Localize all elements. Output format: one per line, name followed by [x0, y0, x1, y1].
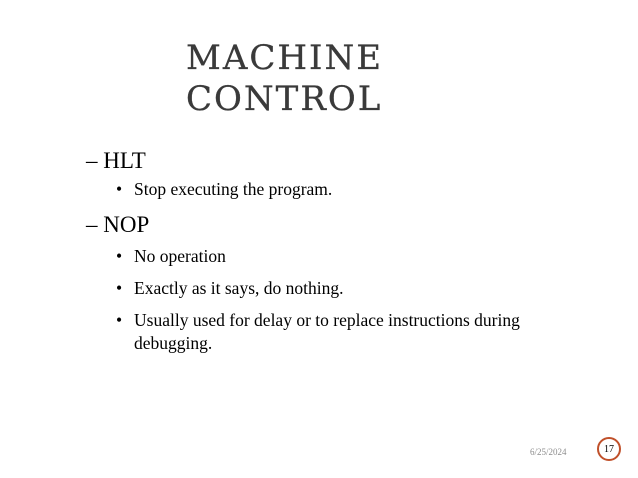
bullet-item: [116, 178, 554, 201]
bullet-text: No operation: [134, 246, 226, 266]
bullet-item: [116, 277, 554, 300]
item-nop-label: – NOP: [86, 212, 150, 237]
bullet-marker: •: [116, 179, 123, 199]
slide-title-line-2: CONTROL: [186, 79, 383, 119]
item-hlt-label: – HLT: [86, 148, 146, 173]
slide-title-line-1: MACHINE: [186, 38, 384, 78]
slide-number-badge: [597, 437, 621, 461]
bullet-text: Exactly as it says, do nothing.: [134, 278, 344, 298]
bullet-item: [116, 245, 554, 268]
slide-title: [186, 38, 383, 120]
bullet-text: Stop executing the program.: [134, 179, 333, 199]
bullet-marker: •: [116, 310, 123, 330]
bullet-item: [116, 309, 554, 355]
footer-date: 6/25/2024: [530, 447, 567, 457]
bullet-marker: •: [116, 246, 123, 266]
slide-number: 17: [604, 443, 614, 455]
bullet-text: Usually used for delay or to replace instructions during debugging.: [134, 310, 520, 353]
bullet-marker: •: [116, 278, 123, 298]
